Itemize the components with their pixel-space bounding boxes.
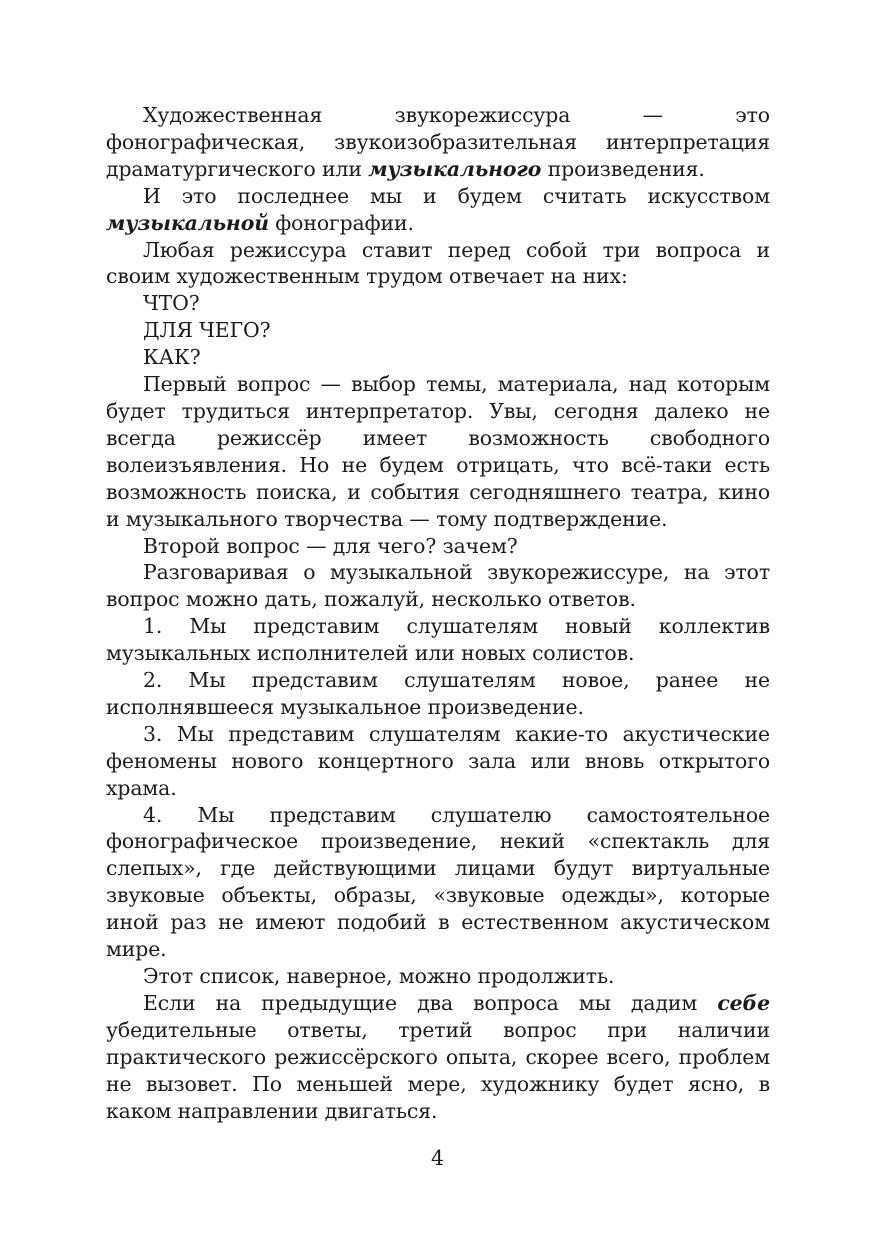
list-item-1: 1. Мы представим слушателям новый коллектив музыкальных исполнителей или новых солистов. bbox=[106, 614, 770, 666]
paragraph-musical-phonography: И это последнее мы и будем считать искусством музыкальной фонографии. bbox=[106, 183, 770, 235]
paragraph-three-questions: Любая режиссура ставит перед собой три вопроса и своим художественным трудом отвечает на них: bbox=[106, 237, 770, 289]
page-number: 4 bbox=[431, 1146, 444, 1170]
question-what: ЧТО? bbox=[143, 291, 200, 316]
paragraph-list-continue: Этот список, наверное, можно продолжить. bbox=[143, 964, 615, 988]
paragraph-answers-intro: Разговаривая о музыкальной звукорежиссуре, на этот вопрос можно дать, пожалуй, несколько ответов. bbox=[106, 560, 770, 612]
list-item-2: 2. Мы представим слушателям новое, ранее не исполнявшееся музыкальное произведение. bbox=[106, 668, 770, 719]
list-item-3: 3. Мы представим слушателям какие-то акустические феномены нового концертного зала или вновь открытого храма. bbox=[106, 721, 770, 800]
paragraph-first-question: Первый вопрос — выбор темы, материала, над которым будет трудиться интерпретатор. Увы, сегодня далеко не всегда режиссёр имеет возможность свободного волеизъявления. Но не будем отрицать, что всё-таки есть возможность поиска, и события сегодняшнего театра, кино и музыкального творчества — тому подтверждение. bbox=[106, 372, 770, 531]
list-item-4: 4. Мы представим слушателю самостоятельное фонографическое произведение, некий «спектакль для слепых», где действующими лицами будут виртуальные звуковые объекты, образы, «звуковые одежды», которые иной раз не имеют подобий в естественном акустическом мире. bbox=[106, 802, 770, 962]
question-what-for: ДЛЯ ЧЕГО? bbox=[143, 318, 271, 343]
question-how: КАК? bbox=[143, 345, 201, 370]
emphasis-self: себе bbox=[717, 990, 770, 1015]
emphasis-musical-phonography: музыкальной bbox=[106, 210, 269, 235]
emphasis-musical: музыкального bbox=[368, 156, 542, 181]
paragraph-second-question: Второй вопрос — для чего? зачем? bbox=[143, 533, 518, 558]
paragraph-definition: Художественная звукорежиссура — это фонографическая, звукоизобразительная интерпретация драматургического или музыкального произведения. bbox=[106, 103, 770, 181]
paragraph-conclusion: Если на предыдущие два вопроса мы дадим себе убедительные ответы, третий вопрос при наличии практического режиссёрского опыта, скорее всего, проблем не вызовет. По меньшей мере, художнику будет ясно, в каком направлении двигаться. bbox=[106, 990, 770, 1123]
page-body bbox=[106, 102, 770, 1124]
